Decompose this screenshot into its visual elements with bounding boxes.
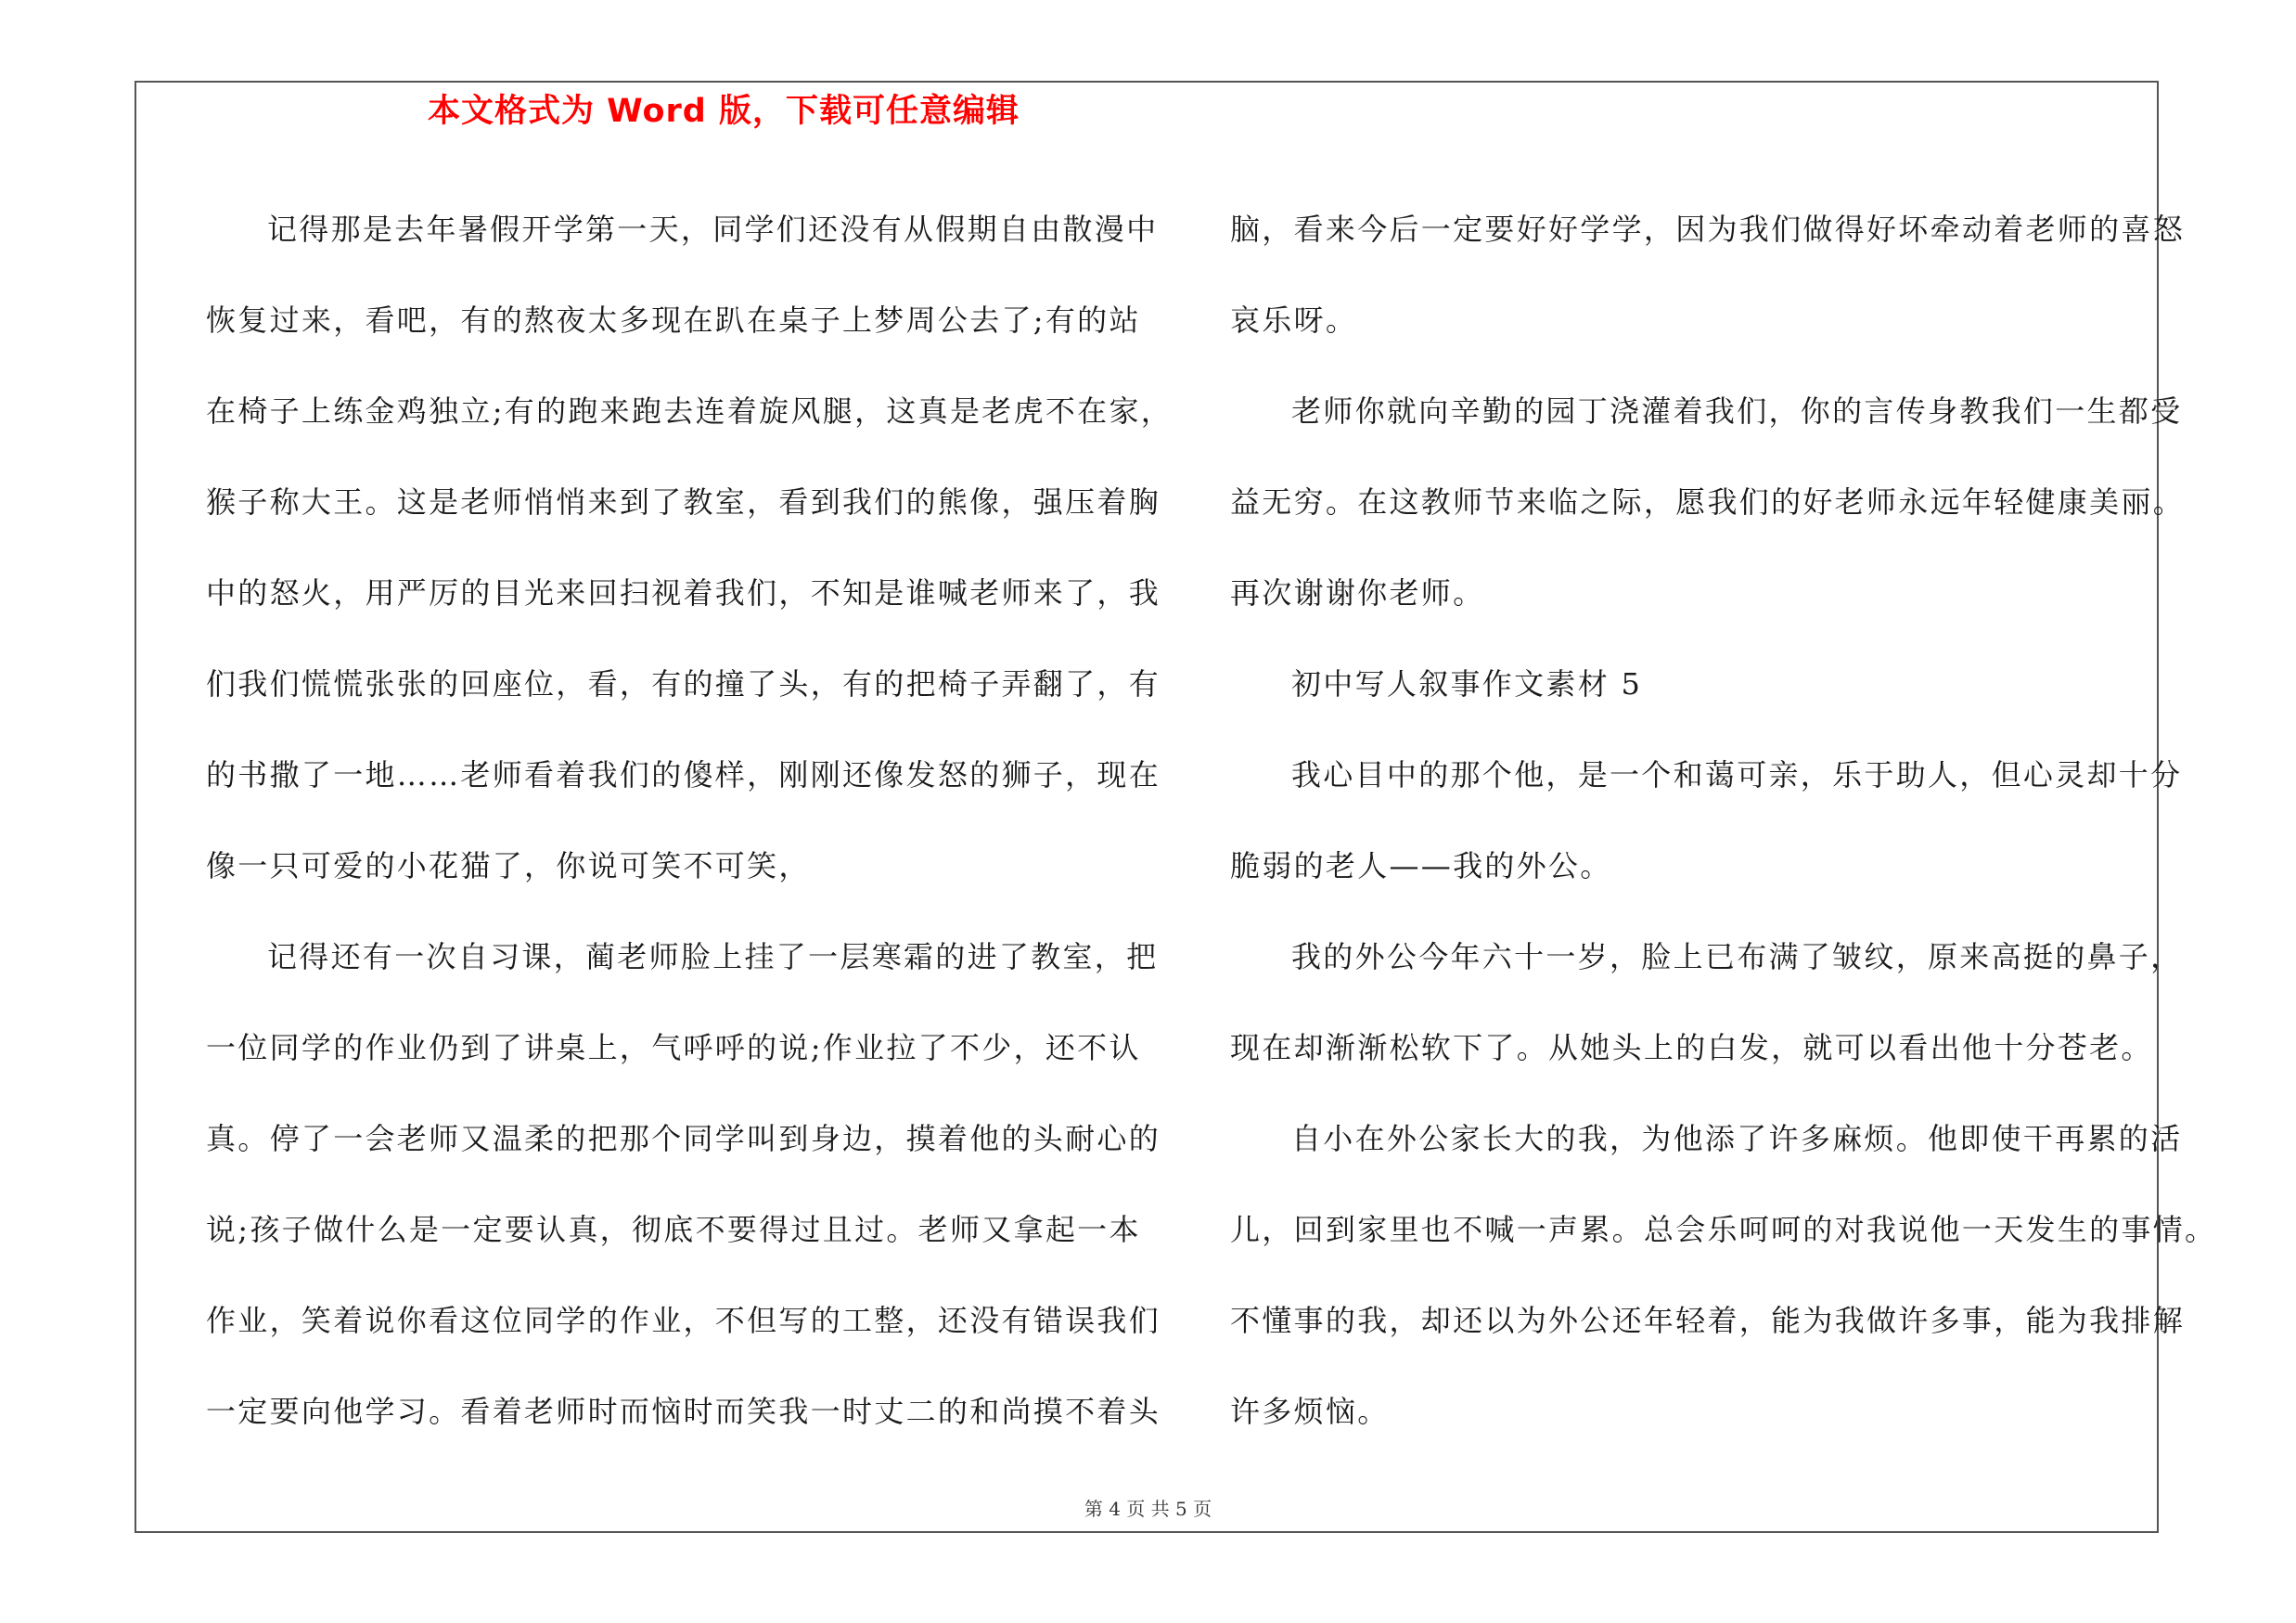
text-line: 脆弱的老人——我的外公。 xyxy=(1230,848,1612,883)
text-line: 恢复过来，看吧，有的熬夜太多现在趴在桌子上梦周公去了;有的站 xyxy=(206,303,1141,338)
text-line: 我的外公今年六十一岁，脸上已布满了皱纹，原来高挺的鼻子， xyxy=(1291,939,2183,974)
text-line: 一位同学的作业仍到了讲桌上，气呼呼的说;作业拉了不少，还不认 xyxy=(206,1030,1141,1065)
left-text-column xyxy=(206,184,1174,1457)
text-line: 记得还有一次自习课，蔺老师脸上挂了一层寒霜的进了教室，把 xyxy=(267,939,1159,974)
text-line: 在椅子上练金鸡独立;有的跑来跑去连着旋风腿，这真是老虎不在家， xyxy=(206,393,1174,429)
text-line: 说;孩子做什么是一定要认真，彻底不要得过且过。老师又拿起一本 xyxy=(206,1212,1141,1247)
text-line: 的书撒了一地……老师看着我们的傻样，刚刚还像发怒的狮子，现在 xyxy=(206,757,1161,792)
text-line: 一定要向他学习。看着老师时而恼时而笑我一时丈二的和尚摸不着头 xyxy=(206,1394,1161,1429)
text-line: 脑，看来今后一定要好好学学，因为我们做得好坏牵动着老师的喜怒 xyxy=(1230,212,2186,247)
text-line: 现在却渐渐松软下了。从她头上的白发，就可以看出他十分苍老。 xyxy=(1230,1030,2153,1065)
text-line: 哀乐呀。 xyxy=(1230,303,1358,338)
text-line: 不懂事的我，却还以为外公还年轻着，能为我做许多事，能为我排解 xyxy=(1230,1303,2186,1338)
text-line: 益无穷。在这教师节来临之际，愿我们的好老师永远年轻健康美丽。 xyxy=(1230,484,2186,520)
text-line: 初中写人叙事作文素材 5 xyxy=(1291,666,1643,702)
text-line: 像一只可爱的小花猫了，你说可笑不可笑， xyxy=(206,848,811,883)
text-line: 儿，回到家里也不喊一声累。总会乐呵呵的对我说他一天发生的事情。 xyxy=(1230,1212,2217,1247)
format-banner: 本文格式为 Word 版，下载可任意编辑 xyxy=(427,93,1020,130)
text-line: 作业，笑着说你看这位同学的作业，不但写的工整，还没有错误我们 xyxy=(206,1303,1161,1338)
text-line: 真。停了一会老师又温柔的把那个同学叫到身边，摸着他的头耐心的 xyxy=(206,1121,1161,1156)
text-line: 记得那是去年暑假开学第一天，同学们还没有从假期自由散漫中 xyxy=(267,212,1159,247)
text-line: 猴子称大王。这是老师悄悄来到了教室，看到我们的熊像，强压着胸 xyxy=(206,484,1161,520)
text-line: 自小在外公家长大的我，为他添了许多麻烦。他即使干再累的活 xyxy=(1291,1121,2183,1156)
text-line: 们我们慌慌张张的回座位，看，有的撞了头，有的把椅子弄翻了，有 xyxy=(206,666,1161,702)
text-line: 我心目中的那个他，是一个和蔼可亲，乐于助人，但心灵却十分 xyxy=(1291,757,2183,792)
text-line: 许多烦恼。 xyxy=(1230,1394,1390,1429)
page-number-footer: 第 4 页 共 5 页 xyxy=(1084,1498,1212,1520)
text-line: 中的怒火，用严厉的目光来回扫视着我们，不知是谁喊老师来了，我 xyxy=(206,575,1161,611)
text-line: 再次谢谢你老师。 xyxy=(1230,575,1485,611)
text-line: 老师你就向辛勤的园丁浇灌着我们，你的言传身教我们一生都受 xyxy=(1291,393,2183,429)
right-text-column xyxy=(1230,184,2217,1457)
